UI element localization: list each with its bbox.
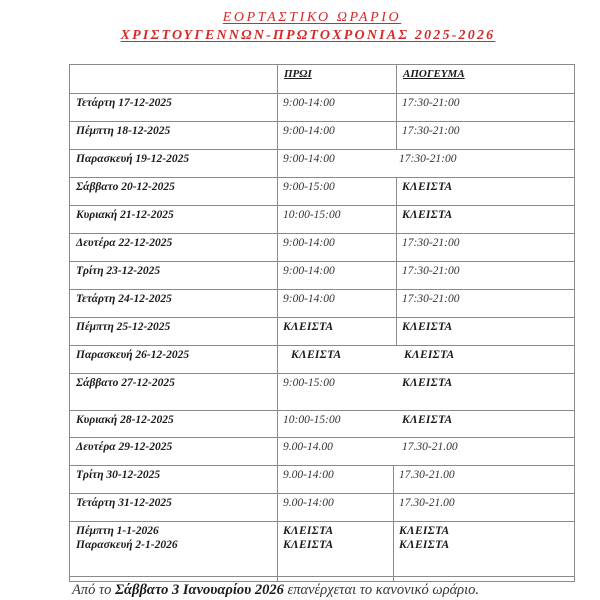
header-morning: ΠΡΩΙ	[284, 68, 312, 80]
footer-prefix: Από το	[72, 582, 116, 598]
table-row-border	[69, 205, 575, 206]
afternoon-hours: ΚΛΕΙΣΤΑ	[402, 377, 453, 389]
day-label: Παρασκευή 2-1-2026	[76, 539, 178, 551]
morning-hours: 9.00-14:00	[283, 469, 334, 481]
day-label: Πέμπτη 18-12-2025	[76, 125, 171, 137]
afternoon-hours: ΚΛΕΙΣΤΑ	[404, 349, 455, 361]
day-label: Σάββατο 27-12-2025	[76, 377, 175, 389]
day-label: Τρίτη 30-12-2025	[76, 469, 161, 481]
day-label: Σάββατο 20-12-2025	[76, 181, 175, 193]
morning-hours: 9:00-14:00	[283, 97, 335, 109]
day-label: Δευτέρα 22-12-2025	[76, 237, 173, 249]
morning-hours: 9.00-14.00	[283, 441, 333, 453]
morning-hours: 9:00-14:00	[283, 237, 335, 249]
afternoon-hours: 17:30-21:00	[402, 97, 460, 109]
afternoon-hours: ΚΛΕΙΣΤΑ	[402, 414, 453, 426]
table-row-border	[69, 121, 575, 122]
table-row-border	[69, 373, 575, 374]
table-row-border	[69, 64, 575, 65]
column-divider	[396, 64, 397, 149]
day-label: Τρίτη 23-12-2025	[76, 265, 161, 277]
afternoon-hours: ΚΛΕΙΣΤΑ	[399, 525, 450, 537]
day-label: Δευτέρα 29-12-2025	[76, 441, 173, 453]
footer-date: Σάββατο 3 Ιανουαρίου 2026	[115, 582, 284, 598]
afternoon-hours: 17:30-21:00	[402, 237, 460, 249]
header-afternoon: ΑΠΟΓΕΥΜΑ	[403, 68, 465, 80]
day-label: Πέμπτη 1-1-2026	[76, 525, 159, 537]
afternoon-hours: 17.30-21.00	[399, 497, 455, 509]
table-row-border	[69, 465, 575, 466]
morning-hours: 9:00-15:00	[283, 181, 335, 193]
table-row-border	[69, 410, 575, 411]
afternoon-hours: 17.30-21.00	[402, 441, 458, 453]
morning-hours: 9:00-14:00	[283, 125, 335, 137]
table-row-border	[69, 345, 575, 346]
day-label: Παρασκευή 26-12-2025	[76, 349, 190, 361]
day-label: Πέμπτη 25-12-2025	[76, 321, 171, 333]
day-label: Τετάρτη 24-12-2025	[76, 293, 172, 305]
table-row-border	[69, 177, 575, 178]
morning-hours: 9.00-14:00	[283, 497, 334, 509]
footer-suffix: επανέρχεται το κανονικό ωράριο.	[283, 582, 480, 598]
morning-hours: ΚΛΕΙΣΤΑ	[283, 321, 334, 333]
table-row-border	[69, 493, 575, 494]
title-line-2: ΧΡΙΣΤΟΥΓΕΝΝΩΝ-ΠΡΩΤΟΧΡΟΝΙΑΣ 2025-2026	[120, 28, 496, 43]
afternoon-hours: ΚΛΕΙΣΤΑ	[402, 181, 453, 193]
table-row-border	[69, 437, 575, 438]
morning-hours: 9:00-14:00	[283, 293, 335, 305]
column-divider	[393, 465, 394, 581]
afternoon-hours: 17:30-21:00	[402, 265, 460, 277]
afternoon-hours: 17:30-21:00	[402, 293, 460, 305]
table-right-border	[574, 64, 575, 581]
afternoon-hours: 17.30-21.00	[399, 469, 455, 481]
afternoon-hours: ΚΛΕΙΣΤΑ	[399, 539, 450, 551]
morning-hours: 9:00-14:00	[283, 265, 335, 277]
day-label: Τετάρτη 31-12-2025	[76, 497, 172, 509]
morning-hours: 9:00-15:00	[283, 377, 335, 389]
morning-hours: ΚΛΕΙΣΤΑ	[283, 525, 334, 537]
table-row-border	[69, 149, 575, 150]
morning-hours: ΚΛΕΙΣΤΑ	[291, 349, 342, 361]
afternoon-hours: 17:30-21:00	[399, 153, 457, 165]
table-row-border	[69, 261, 575, 262]
title-line-1: ΕΟΡΤΑΣΤΙΚΟ ΩΡΑΡΙΟ	[222, 10, 402, 25]
table-row-border	[69, 317, 575, 318]
table-row-border	[69, 576, 575, 577]
table-row-border	[69, 289, 575, 290]
afternoon-hours: ΚΛΕΙΣΤΑ	[402, 321, 453, 333]
morning-hours: 9:00-14:00	[283, 153, 335, 165]
day-label: Παρασκευή 19-12-2025	[76, 153, 190, 165]
morning-hours: 10:00-15:00	[283, 414, 341, 426]
afternoon-hours: ΚΛΕΙΣΤΑ	[402, 209, 453, 221]
morning-hours: 10:00-15:00	[283, 209, 341, 221]
table-row-border	[69, 93, 575, 94]
day-label: Κυριακή 28-12-2025	[76, 414, 174, 426]
table-row-border	[69, 521, 575, 522]
morning-hours: ΚΛΕΙΣΤΑ	[283, 539, 334, 551]
table-left-border	[69, 64, 70, 581]
day-label: Κυριακή 21-12-2025	[76, 209, 174, 221]
afternoon-hours: 17:30-21:00	[402, 125, 460, 137]
table-row-border	[69, 233, 575, 234]
day-label: Τετάρτη 17-12-2025	[76, 97, 172, 109]
footer-note	[72, 582, 479, 599]
column-divider	[396, 177, 397, 345]
column-divider	[277, 64, 278, 581]
